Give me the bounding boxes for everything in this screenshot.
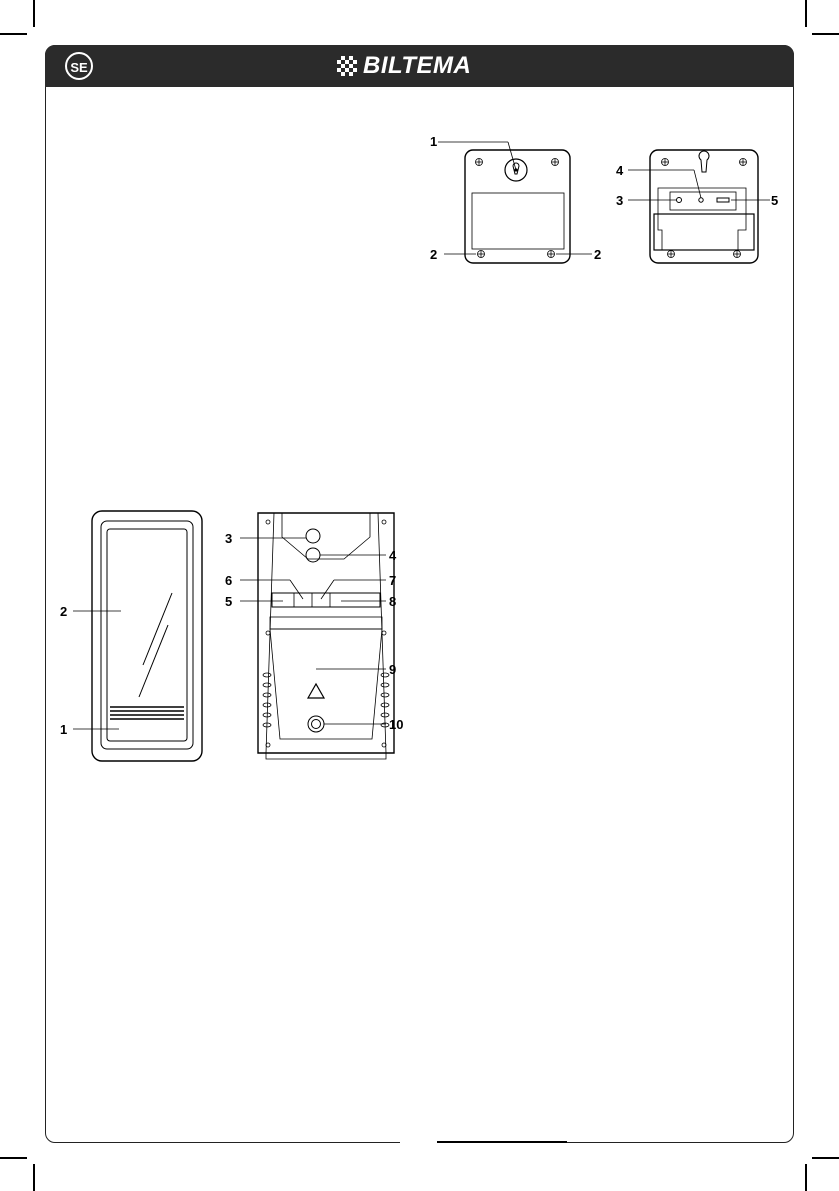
callout-2: 2 (60, 604, 68, 619)
crop-mark (33, 0, 35, 27)
callout-2: 2 (594, 247, 602, 262)
callout-5: 5 (225, 594, 233, 609)
page-header (45, 45, 794, 87)
brand-name: BILTEMA (363, 52, 472, 79)
crop-mark (33, 1164, 35, 1191)
callout-4: 4 (616, 163, 624, 178)
callout-1: 1 (60, 722, 68, 737)
callout-3: 3 (616, 193, 624, 208)
callout-3: 3 (225, 531, 233, 546)
footer-rule (437, 1141, 567, 1143)
figure-front-view (55, 505, 215, 765)
crop-mark (0, 1157, 27, 1159)
checkered-flag-icon (337, 56, 357, 76)
figure-rear-view-a (420, 130, 620, 270)
figure-rear-view-b (610, 130, 790, 270)
crop-mark (805, 1164, 807, 1191)
callout-8: 8 (389, 594, 397, 609)
callout-5: 5 (771, 193, 779, 208)
brand-logo (337, 51, 471, 81)
crop-mark (805, 0, 807, 27)
footer-gap (400, 1138, 438, 1146)
callout-4: 4 (389, 548, 397, 563)
callout-2: 2 (430, 247, 438, 262)
crop-mark (0, 33, 27, 35)
callout-10: 10 (389, 717, 404, 732)
callout-1: 1 (430, 134, 438, 149)
figure-back-view (220, 505, 420, 765)
callout-6: 6 (225, 573, 233, 588)
crop-mark (812, 33, 839, 35)
crop-mark (812, 1157, 839, 1159)
language-badge: SE (65, 52, 93, 80)
callout-9: 9 (389, 662, 397, 677)
callout-7: 7 (389, 573, 397, 588)
